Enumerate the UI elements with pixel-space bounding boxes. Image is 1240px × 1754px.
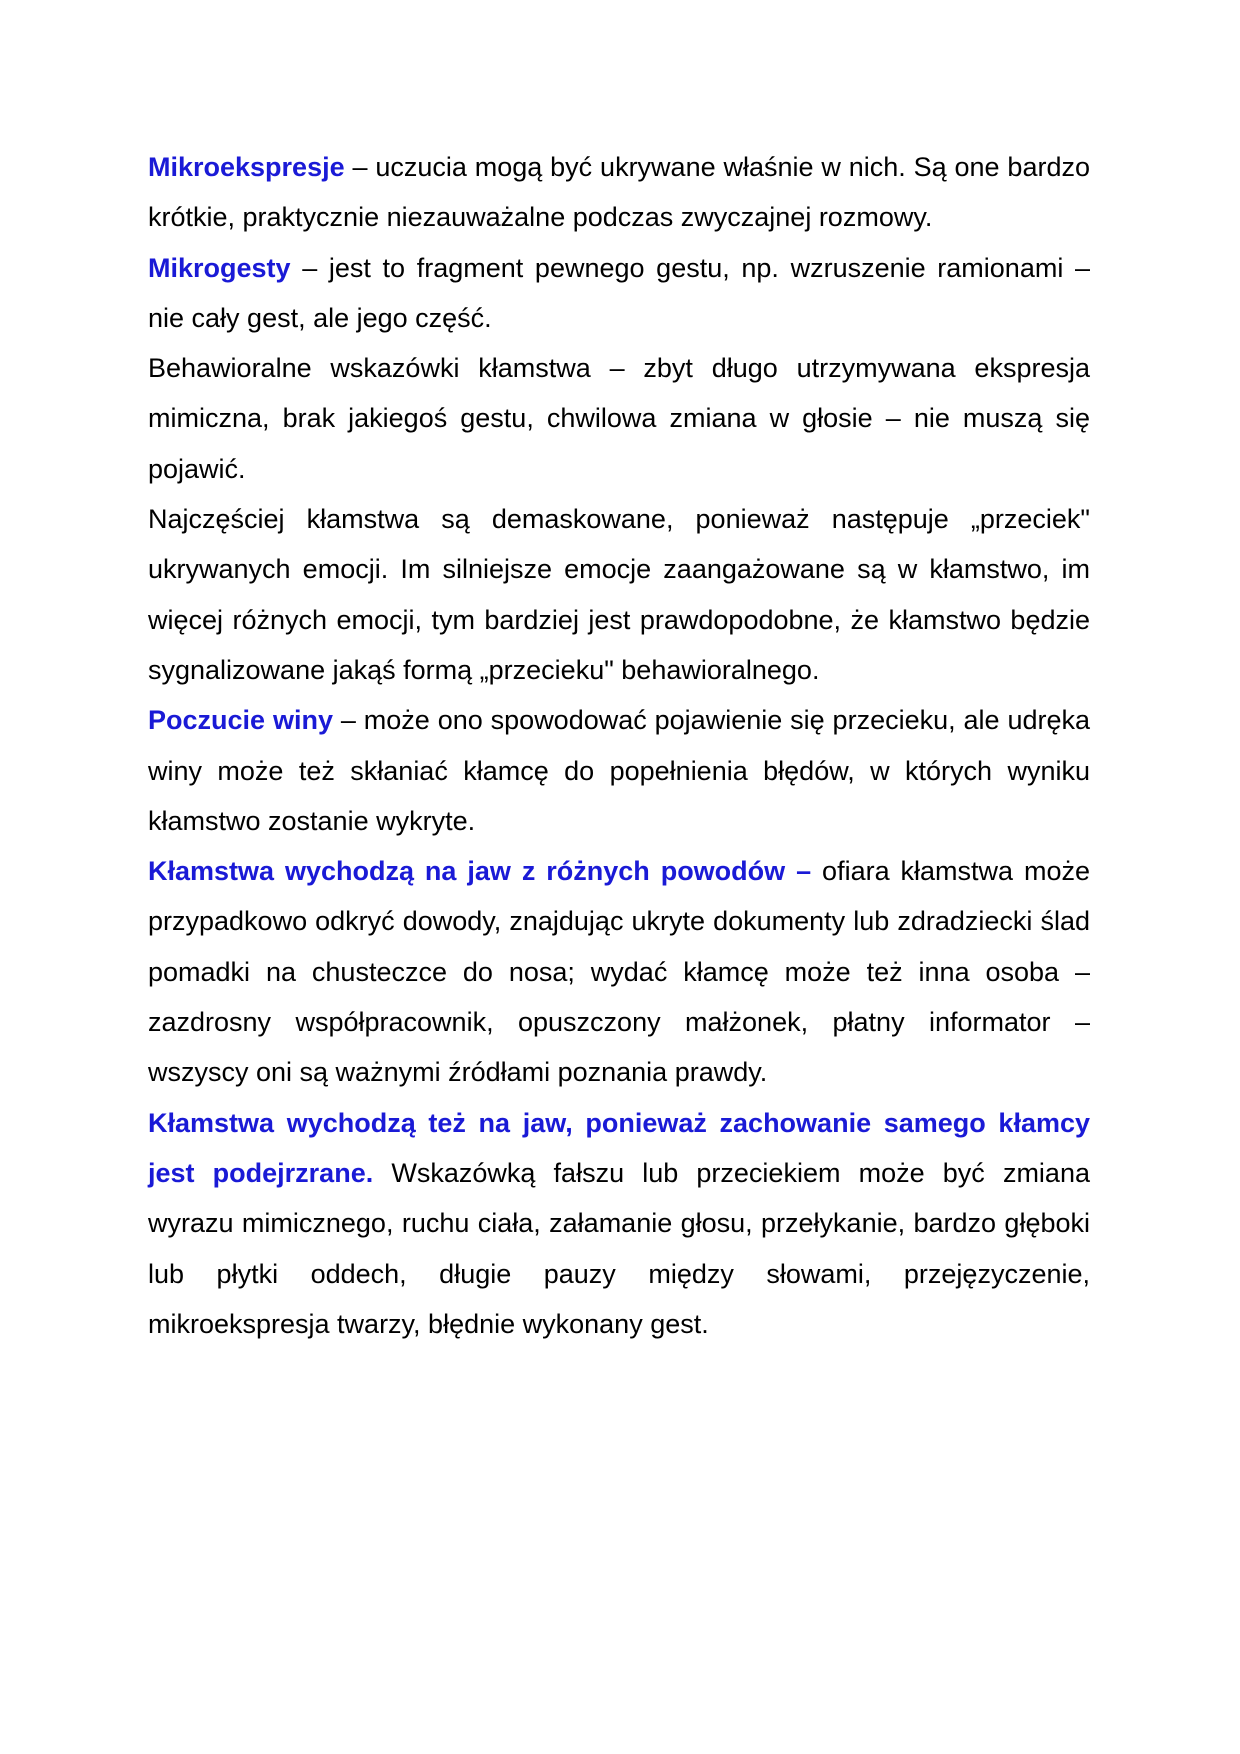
paragraph-mikroekspresje: [148, 142, 1090, 243]
term-heading: Mikrogesty: [148, 252, 291, 283]
term-heading: Kłamstwa wychodzą na jaw z różnych powodów –: [148, 856, 812, 887]
term-heading: Kłamstwa wychodzą też na jaw, ponieważ zachowanie samego kłamcy jest podejrzrane.: [148, 1107, 1090, 1188]
paragraph-rozne-powody: [148, 846, 1090, 1097]
paragraph-mikrogesty: [148, 243, 1090, 344]
paragraph-text: – może ono spowodować pojawienie się przecieku, ale udręka winy może też skłaniać kłamcę do popełnienia błędów, w których wyniku kłamstwo zostanie wykryte.: [148, 705, 1090, 836]
document-body: [148, 142, 1090, 1349]
paragraph-text: ofiara kłamstwa może przypadkowo odkryć dowody, znajdując ukryte dokumenty lub zdradziecki ślad pomadki na chusteczce do nosa; wydać kłamcę może też inna osoba – zazdrosny współpracownik, opuszczony małżonek, płatny informator – wszyscy oni są ważnymi źródłami poznania prawdy.: [148, 856, 1090, 1088]
paragraph-demaskowanie: [148, 494, 1090, 695]
paragraph-text: Najczęściej kłamstwa są demaskowane, ponieważ następuje „przeciek" ukrywanych emocji. Im silniejsze emocje zaangażowane są w kłamstwo, im więcej różnych emocji, tym bardziej jest prawdopodobne, że kłamstwo będzie sygnalizowane jakąś formą „przecieku" behawioralnego.: [148, 504, 1090, 685]
paragraph-text: – jest to fragment pewnego gestu, np. wzruszenie ramionami – nie cały gest, ale jego część.: [148, 252, 1090, 333]
paragraph-poczucie-winy: [148, 695, 1090, 846]
paragraph-text: Behawioralne wskazówki kłamstwa – zbyt długo utrzymywana ekspresja mimiczna, brak jakiegoś gestu, chwilowa zmiana w głosie – nie muszą się pojawić.: [148, 353, 1090, 484]
paragraph-text: Wskazówką fałszu lub przeciekiem może być zmiana wyrazu mimicznego, ruchu ciała, załamanie głosu, przełykanie, bardzo głęboki lub płytki oddech, długie pauzy między słowami, przejęzyczenie, mikroekspresja twarzy, błędnie wykonany gest.: [148, 1157, 1090, 1339]
paragraph-behawioralne-wskazowki: [148, 343, 1090, 494]
term-heading: Mikroekspresje: [148, 152, 345, 182]
paragraph-text: – uczucia mogą być ukrywane właśnie w nich. Są one bardzo krótkie, praktycznie niezauważalne podczas zwyczajnej rozmowy.: [148, 152, 1090, 233]
paragraph-zachowanie-klamcy: [148, 1098, 1090, 1349]
term-heading: Poczucie winy: [148, 705, 333, 736]
